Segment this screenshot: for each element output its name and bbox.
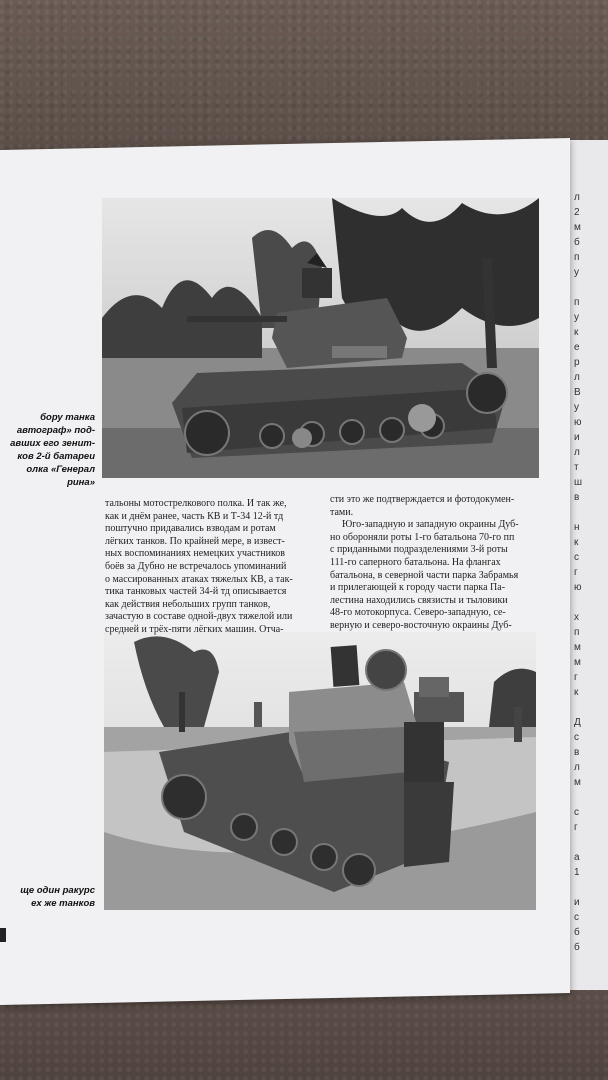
right-page-fragment: ю (574, 582, 582, 593)
right-page-fragment: 2 (574, 207, 580, 218)
caption-top-line: рина» (67, 477, 95, 488)
right-page-fragment: с (574, 552, 579, 563)
right-page-fragment: п (574, 627, 580, 638)
right-page-fragment: л (574, 762, 580, 773)
page-number-marker (0, 928, 6, 942)
caption-top-line: автограф» под- (16, 425, 95, 436)
right-page-fragment: с (574, 807, 579, 818)
text-line: лестина находились связисты и тыловики (330, 594, 508, 606)
text-column-left (105, 498, 315, 637)
right-page-fragment: л (574, 447, 580, 458)
text-line: 48-го мотокорпуса. Северо-западную, се- (330, 607, 506, 619)
right-page-fragment: м (574, 642, 581, 653)
right-page-fragment: г (574, 567, 578, 578)
right-page-fragment: е (574, 342, 580, 353)
text-line: Юго-западную и западную окраины Дуб- (342, 519, 519, 531)
right-page-fragment: л (574, 372, 580, 383)
right-page-fragment: Д (574, 717, 581, 728)
right-page (566, 140, 608, 990)
right-page-fragment: у (574, 402, 579, 413)
caption-top-line: ков 2-й батареи (17, 451, 95, 462)
right-page-fragment: с (574, 732, 579, 743)
caption-top-line: бору танка (40, 412, 95, 423)
text-line: тика танковых частей 34-й тд описывается (105, 586, 287, 598)
right-page-fragment: у (574, 267, 579, 278)
right-page-fragment (574, 595, 608, 610)
text-line: ных воспоминаниях немецких участников (105, 548, 286, 560)
right-page-fragment (574, 790, 608, 805)
right-page-fragment: В (574, 387, 581, 398)
right-page-fragment: 1 (574, 867, 580, 878)
right-page-fragment: п (574, 252, 580, 263)
right-page-fragment: м (574, 777, 581, 788)
right-page-fragment: м (574, 222, 581, 233)
right-page-fragment: б (574, 942, 580, 953)
text-line: средней и трёх-пяти лёгких машин. Отча- (105, 623, 284, 635)
text-line: как действия небольших групп танков, (105, 598, 271, 610)
right-page-fragment: ю (574, 417, 582, 428)
text-line: с приданными подразделениями 3-й роты (330, 544, 508, 556)
right-page-fragment: б (574, 237, 580, 248)
caption-bottom-line: ще один ракурс (20, 885, 95, 896)
right-page-fragment: и (574, 432, 580, 443)
text-line: верную и северо-восточную окраины Дуб- (330, 619, 512, 631)
right-page-fragment: б (574, 927, 580, 938)
text-line: и прилегающей к городу части парка Па- (330, 582, 506, 594)
text-line: 111-го саперного батальона. На флангах (330, 556, 501, 568)
text-line: тами. (330, 506, 354, 518)
right-page-fragment: к (574, 327, 579, 338)
text-line: батальона, в северной части парка Забрамья (330, 569, 519, 581)
right-page-fragment: х (574, 612, 579, 623)
text-line: зачастую в составе одной-двух тяжелой или (105, 611, 293, 623)
text-line: как и днём ранее, часть КВ и Т-34 12-й тд (105, 510, 284, 522)
right-page-fragment (574, 280, 608, 295)
right-page-fragment (574, 880, 608, 895)
caption-bottom (0, 884, 95, 910)
caption-top-line: олка «Генерал (26, 464, 95, 475)
caption-bottom-line: ех же танков (31, 898, 95, 909)
text-line: сти это же подтверждается и фотодокумен- (330, 494, 515, 505)
right-page-fragment: г (574, 822, 578, 833)
tank-photo-top (102, 198, 539, 478)
right-page-fragment (574, 505, 608, 520)
right-page-fragment: т (574, 462, 579, 473)
right-page-fragment: п (574, 297, 580, 308)
right-page-fragment: а (574, 852, 580, 863)
right-page-fragment: в (574, 492, 580, 503)
right-page-fragment: в (574, 747, 580, 758)
right-page-fragment: м (574, 657, 581, 668)
right-page-fragment: к (574, 537, 579, 548)
right-page-fragment: с (574, 912, 579, 923)
caption-top-line: авших его зенит- (10, 438, 95, 449)
right-page-fragment: к (574, 687, 579, 698)
caption-top (0, 411, 95, 489)
text-line: боёв за Дубно не встречалось упоминаний (105, 560, 287, 572)
text-line: лёгких танков. По крайней мере, в извест- (105, 535, 285, 547)
tank-photo-bottom (104, 632, 536, 910)
right-page-fragment: л (574, 192, 580, 203)
text-line: поштучно придавались взводам и ротам (105, 523, 276, 535)
text-line: о массированных атаках тяжелых КВ, а так- (105, 573, 293, 585)
right-page-fragment: н (574, 522, 580, 533)
right-page-fragment: и (574, 897, 580, 908)
text-line: но обороняли роты 1-го батальона 70-го пп (330, 531, 515, 543)
right-page-fragment: у (574, 312, 579, 323)
right-page-fragment: г (574, 672, 578, 683)
right-page-text-fragments (574, 190, 608, 955)
text-line: тальоны мотострелкового полка. И так же, (105, 498, 287, 509)
text-column-right (330, 494, 540, 633)
right-page-fragment: ш (574, 477, 583, 488)
right-page-fragment (574, 835, 608, 850)
right-page-fragment (574, 700, 608, 715)
right-page-fragment: р (574, 357, 580, 368)
